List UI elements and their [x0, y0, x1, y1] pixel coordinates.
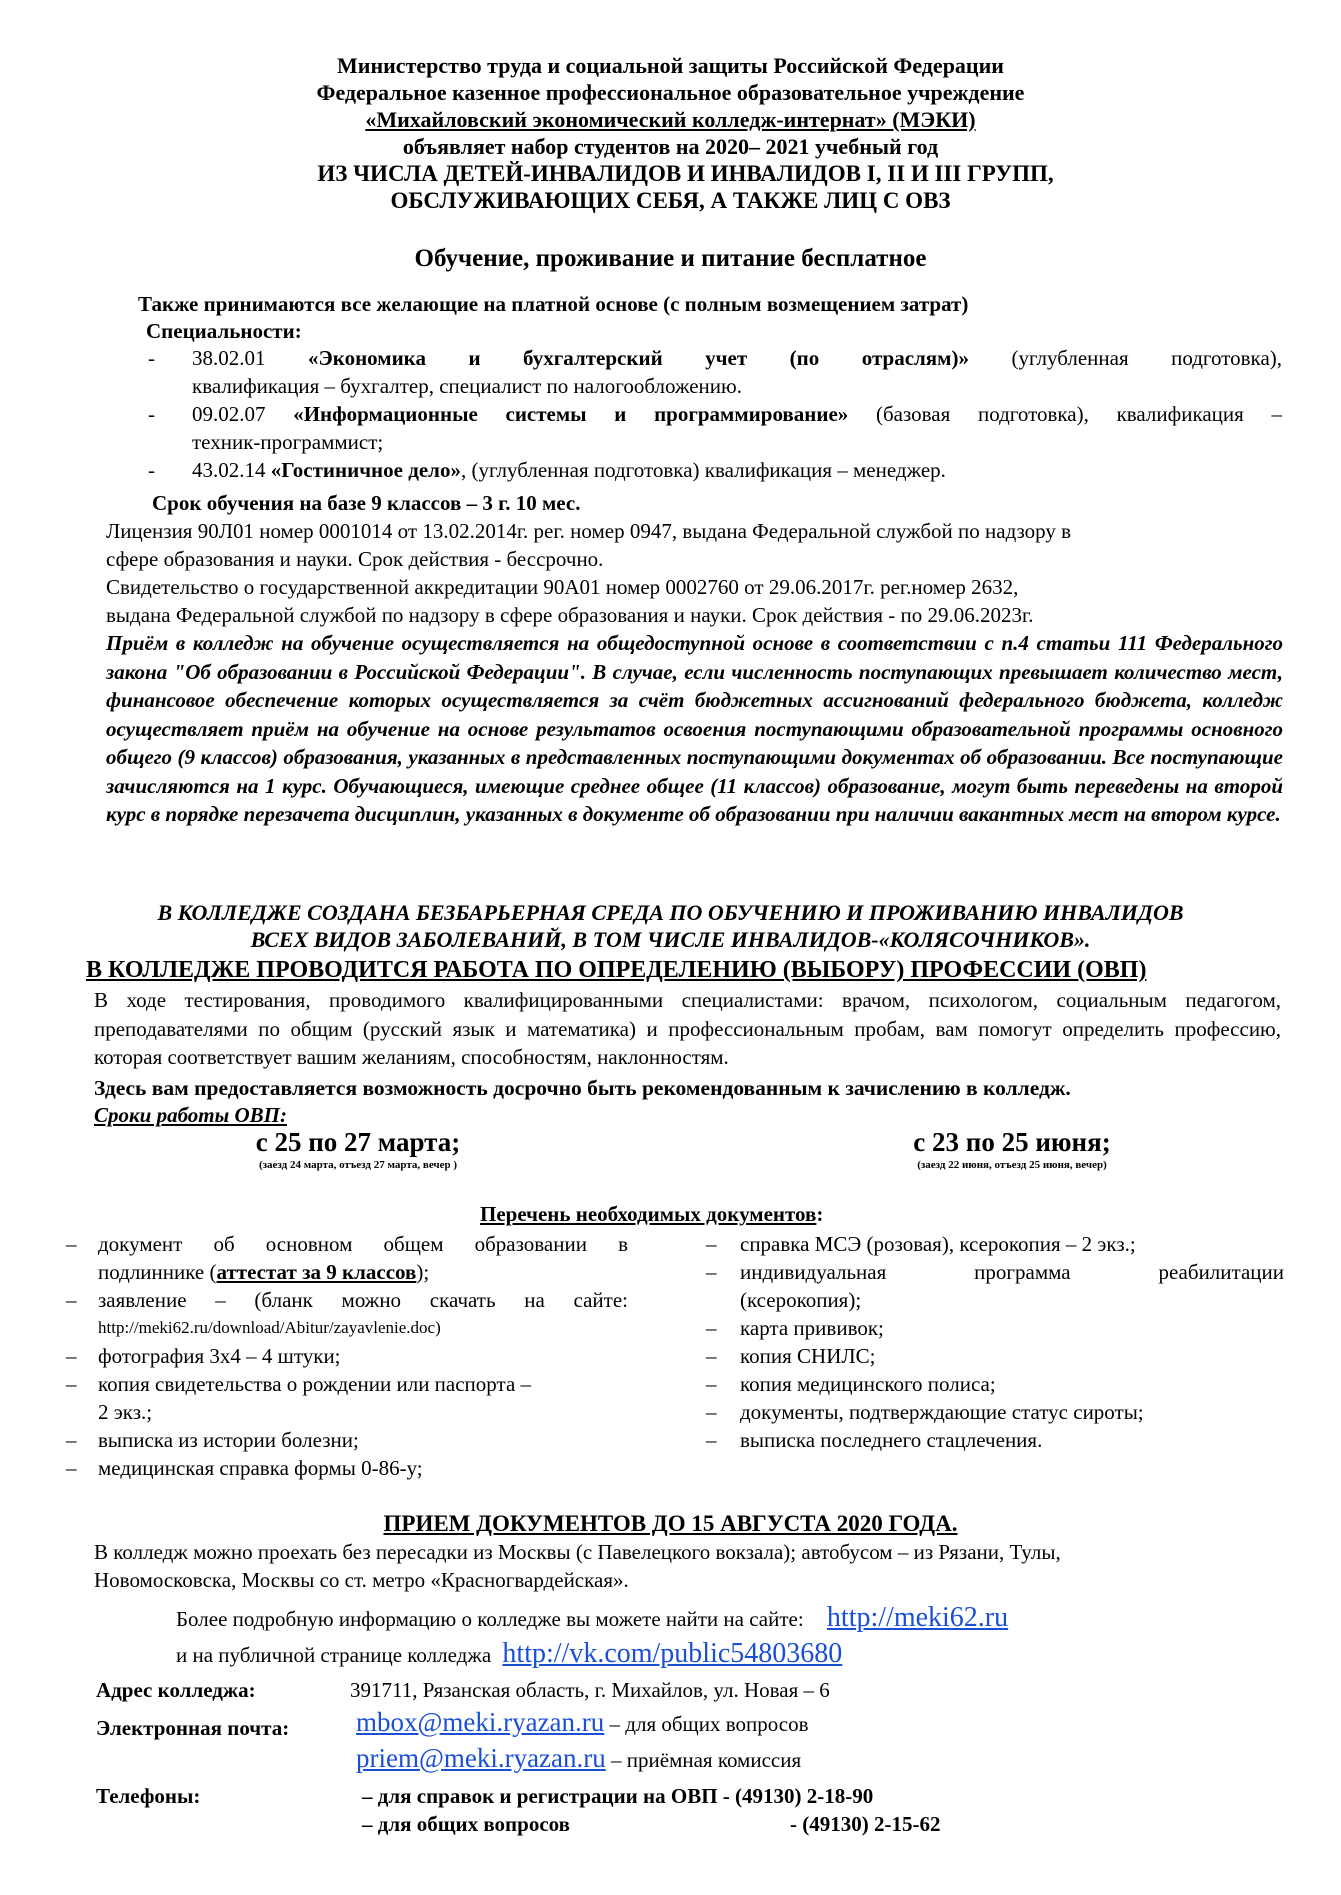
- ovp-date: с 23 по 25 июня;: [913, 1127, 1111, 1157]
- free-education-heading: Обучение, проживание и питание бесплатное: [414, 245, 927, 272]
- list-marker: –: [66, 1288, 77, 1312]
- documents-title: Перечень необходимых документов:: [480, 1202, 824, 1226]
- paid-basis-line: Также принимаются все желающие на платной основе (с полным возмещением затрат): [138, 292, 969, 316]
- specialty-item: [146, 456, 1282, 484]
- list-marker: -: [148, 458, 155, 482]
- target-group-line-2: ОБСЛУЖИВАЮЩИХ СЕБЯ, А ТАКЖЕ ЛИЦ С ОВЗ: [390, 188, 951, 213]
- institution-line: Федеральное казенное профессиональное образовательное учреждение: [316, 80, 1025, 105]
- document-item: [700, 1370, 1284, 1398]
- document-line: копия СНИЛС;: [740, 1344, 876, 1368]
- travel-line: Новомосковска, Москвы со ст. метро «Красногвардейская».: [94, 1568, 629, 1592]
- specialties-title: Специальности:: [146, 319, 302, 343]
- document-item: [60, 1230, 640, 1286]
- list-marker: –: [66, 1344, 77, 1368]
- list-marker: –: [66, 1456, 77, 1480]
- specialty-line-1: 38.02.01 «Экономика и бухгалтерский учет (по отраслям)» (углубленная подготовка),: [192, 346, 1283, 370]
- list-marker: –: [706, 1428, 717, 1452]
- enrollment-line: объявляет набор студентов на 2020– 2021 учебный год: [402, 134, 939, 159]
- certificate-highlight: аттестат за 9 классов: [216, 1260, 417, 1284]
- document-line: справка МСЭ (розовая), ксерокопия – 2 экз.;: [740, 1232, 1136, 1256]
- list-marker: –: [66, 1232, 77, 1256]
- phones-label: Телефоны:: [96, 1784, 201, 1808]
- admissions-email-link[interactable]: priem@meki.ryazan.ru: [356, 1743, 606, 1773]
- more-info-line: Более подробную информацию о колледже вы можете найти на сайте: http://meki62.ru: [176, 1602, 1009, 1633]
- document-line: карта прививок;: [740, 1316, 884, 1340]
- deadline-heading: ПРИЕМ ДОКУМЕНТОВ ДО 15 АВГУСТА 2020 ГОДА.: [383, 1511, 958, 1536]
- ovp-date-note: (заезд 22 июня, отъезд 25 июня, вечер): [917, 1159, 1107, 1171]
- specialty-line-2: техник-программист;: [192, 430, 384, 454]
- address-value: 391711, Рязанская область, г. Михайлов, ул. Новая – 6: [350, 1678, 830, 1702]
- documents-right-list: [700, 1230, 1284, 1454]
- document-line: копия медицинского полиса;: [740, 1372, 996, 1396]
- email-label: Электронная почта:: [96, 1716, 290, 1740]
- address-label: Адрес колледжа:: [96, 1678, 256, 1702]
- ovp-date-note: (заезд 24 марта, отъезд 27 марта, вечер ): [258, 1159, 458, 1171]
- specialty-item: [146, 400, 1282, 456]
- document-item: [700, 1426, 1284, 1454]
- list-marker: –: [706, 1400, 717, 1424]
- document-line: копия свидетельства о рождении или паспорта –: [98, 1372, 532, 1396]
- license-line: сфере образования и науки. Срок действия - бессрочно.: [106, 547, 604, 571]
- document-line: документы, подтверждающие статус сироты;: [740, 1400, 1144, 1424]
- document-item: [60, 1342, 640, 1370]
- list-marker: -: [148, 402, 155, 426]
- list-marker: –: [706, 1260, 717, 1284]
- document-item: [60, 1454, 640, 1482]
- vk-page-line: и на публичной странице колледжа http://vk.com/public54803680: [176, 1638, 843, 1669]
- document-line: медицинская справка формы 0-86-у;: [98, 1456, 423, 1480]
- document-line: фотография 3х4 – 4 штуки;: [98, 1344, 341, 1368]
- study-term: Срок обучения на базе 9 классов – 3 г. 10 мес.: [152, 491, 581, 515]
- vk-page-link[interactable]: http://vk.com/public54803680: [502, 1638, 843, 1669]
- barrier-line-2: ВСЕХ ВИДОВ ЗАБОЛЕВАНИЙ, В ТОМ ЧИСЛЕ ИНВАЛИДОВ-«КОЛЯСОЧНИКОВ».: [250, 927, 1091, 952]
- document-line: выписка последнего стацлечения.: [740, 1428, 1043, 1452]
- document-line: 2 экз.;: [98, 1400, 153, 1424]
- document-item: [700, 1342, 1284, 1370]
- specialty-line-2: квалификация – бухгалтер, специалист по налогообложению.: [192, 374, 742, 398]
- phone-general-number: - (49130) 2-15-62: [790, 1812, 941, 1836]
- barrier-line-1: В КОЛЛЕДЖЕ СОЗДАНА БЕЗБАРЬЕРНАЯ СРЕДА ПО ОБУЧЕНИЮ И ПРОЖИВАНИЮ ИНВАЛИДОВ: [157, 900, 1184, 925]
- barrier-free-notice: [0, 899, 1341, 953]
- target-group-line-1: ИЗ ЧИСЛА ДЕТЕЙ-ИНВАЛИДОВ И ИНВАЛИДОВ I, II И III ГРУПП,: [317, 161, 1054, 186]
- application-form-url[interactable]: http://meki62.ru/download/Abitur/zayavlenie.doc): [98, 1318, 441, 1337]
- list-marker: –: [706, 1344, 717, 1368]
- document-item: [700, 1314, 1284, 1342]
- document-line: выписка из истории болезни;: [98, 1428, 359, 1452]
- college-name: «Михайловский экономический колледж-интернат» (МЭКИ): [365, 107, 976, 132]
- document-line: документ об основном общем образовании в: [98, 1232, 628, 1256]
- license-line: Лицензия 90Л01 номер 0001014 от 13.02.2014г. рег. номер 0947, выдана Федеральной службой по надзору в: [106, 519, 1072, 543]
- ovp-session-june: [862, 1126, 1162, 1172]
- document-item: [60, 1370, 640, 1426]
- document-line: (ксерокопия);: [740, 1288, 862, 1312]
- header: [0, 52, 1341, 214]
- accreditation-line: Свидетельство о государственной аккредитации 90А01 номер 0002760 от 29.06.2017г. рег.номер 2632,: [106, 575, 1019, 599]
- website-link[interactable]: http://meki62.ru: [826, 1602, 1009, 1633]
- admission-paragraph: Приём в колледж на обучение осуществляется на общедоступной основе в соответствии с п.4 статьи 111 Федерального закона "Об образовании в Российской Федерации". В случае, если численность поступающих превышает количество мест, финансовое обеспечение которых осуществляется за счёт бюджетных ассигнований федерального бюджета, колледж осуществляет приём на обучение на основе результатов освоения поступающими образовательной программы основного общего (9 классов) образования, указанных в представленных поступающими документах об образовании. Все поступающие зачисляются на 1 курс. Обучающиеся, имеющие среднее общее (11 классов) образование, могут быть переведены на второй курс в порядке перезачета дисциплин, указанных в документе об образовании при наличии вакантных мест на втором курсе.: [106, 631, 1283, 826]
- specialties-list: [146, 344, 1282, 484]
- ovp-session-march: [218, 1126, 498, 1172]
- email-admissions: priem@meki.ryazan.ru – приёмная комиссия: [356, 1743, 802, 1773]
- general-email-link[interactable]: mbox@meki.ryazan.ru: [356, 1707, 605, 1737]
- list-marker: –: [706, 1232, 717, 1256]
- license-block: [106, 517, 1286, 629]
- accreditation-line: выдана Федеральной службой по надзору в сфере образования и науки. Срок действия - по 29.06.2023г.: [106, 603, 1034, 627]
- document-item: [60, 1426, 640, 1454]
- list-marker: –: [706, 1316, 717, 1340]
- list-marker: -: [148, 346, 155, 370]
- documents-left-list: [60, 1230, 640, 1482]
- document-line: подлиннике (аттестат за 9 классов);: [98, 1260, 430, 1284]
- document-line: заявление – (бланк можно скачать на сайте:: [98, 1288, 628, 1312]
- ovp-date: с 25 по 27 марта;: [255, 1127, 461, 1157]
- travel-info: [94, 1538, 1284, 1594]
- specialty-line-1: 43.02.14 «Гостиничное дело», (углубленная подготовка) квалификация – менеджер.: [192, 458, 946, 482]
- specialty-line-1: 09.02.07 «Информационные системы и программирование» (базовая подготовка), квалификация –: [192, 402, 1283, 426]
- document-item: [60, 1286, 640, 1342]
- list-marker: –: [66, 1428, 77, 1452]
- ministry-line: Министерство труда и социальной защиты Российской Федерации: [337, 53, 1004, 78]
- document-item: [700, 1398, 1284, 1426]
- document-line: индивидуальная программа реабилитации: [740, 1260, 1284, 1284]
- travel-line: В колледж можно проехать без пересадки из Москвы (с Павелецкого вокзала); автобусом – из Рязани, Тулы,: [94, 1540, 1061, 1564]
- phone-ovp: – для справок и регистрации на ОВП - (49130) 2-18-90: [362, 1784, 874, 1808]
- document-item: [700, 1258, 1284, 1314]
- document-item: [700, 1230, 1284, 1258]
- early-recommendation: Здесь вам предоставляется возможность досрочно быть рекомендованным к зачислению в колледж.: [94, 1076, 1071, 1100]
- list-marker: –: [706, 1372, 717, 1396]
- specialty-item: [146, 344, 1282, 400]
- list-marker: –: [66, 1372, 77, 1396]
- ovp-text: В ходе тестирования, проводимого квалифицированными специалистами: врачом, психологом, социальным педагогом, преподавателями по общим (русский язык и математика) и профессиональным пробам, вам помогут определить профессию, которая соответствует вашим желаниям, способностям, наклонностям.: [94, 988, 1281, 1069]
- email-general: mbox@meki.ryazan.ru – для общих вопросов: [356, 1707, 809, 1737]
- ovp-title: В КОЛЛЕДЖЕ ПРОВОДИТСЯ РАБОТА ПО ОПРЕДЕЛЕНИЮ (ВЫБОРУ) ПРОФЕССИИ (ОВП): [86, 957, 1147, 983]
- ovp-dates-title: Сроки работы ОВП:: [94, 1103, 287, 1127]
- phone-general-label: – для общих вопросов: [362, 1812, 570, 1836]
